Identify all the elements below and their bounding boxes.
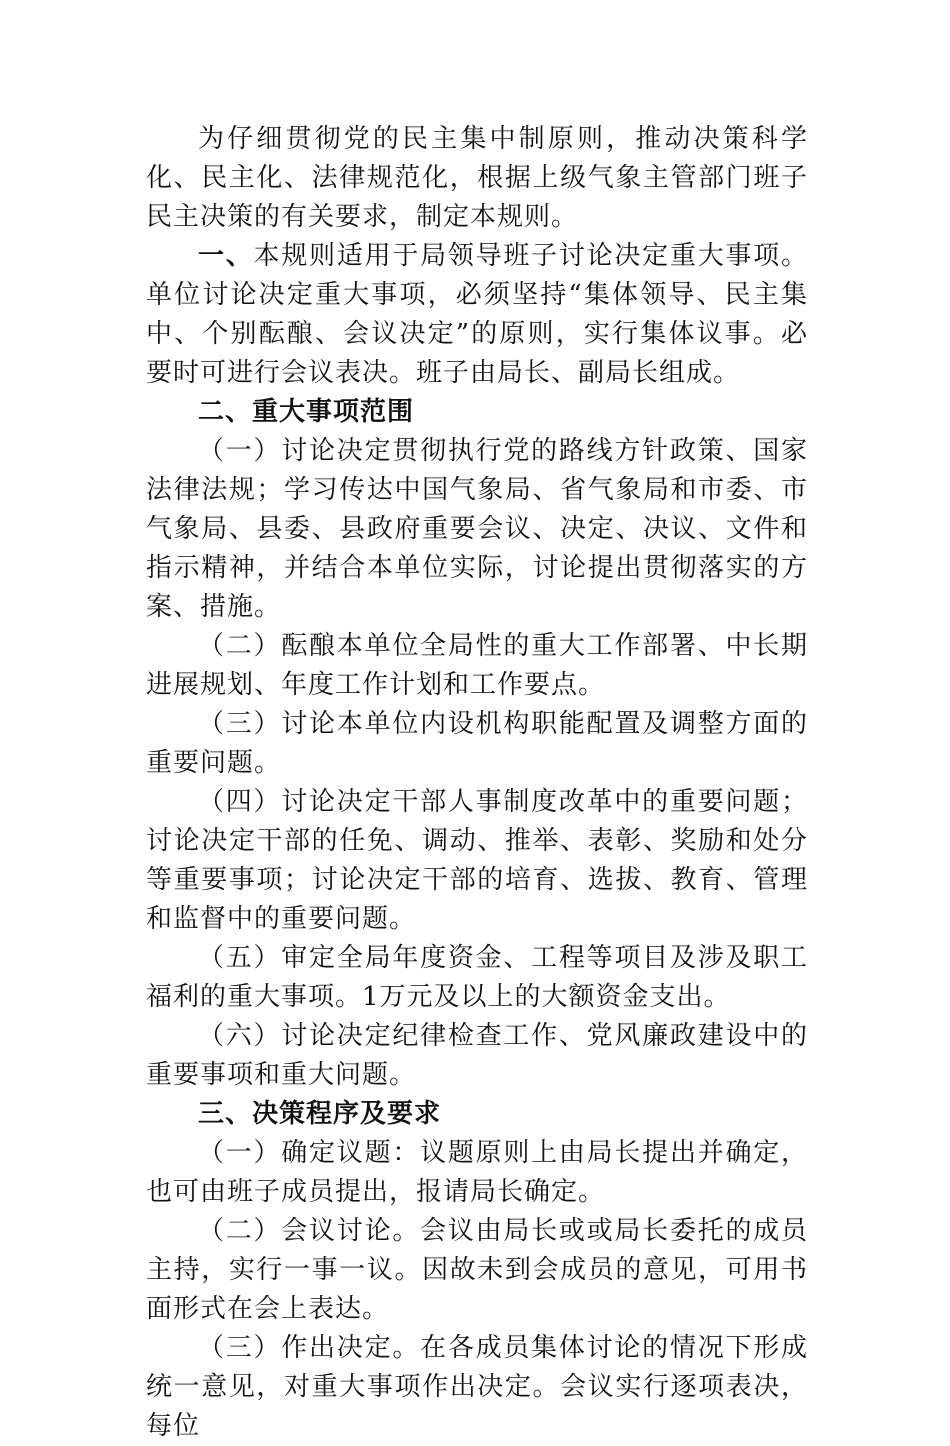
scope-item-6 [146,1017,808,1095]
scope-item-5 [146,939,808,1017]
paragraph-text: （五）审定全局年度资金、工程等项目及涉及职工福利的重大事项。1万元及以上的大额资金支出。 [146,943,808,1012]
rule-paragraph-1 [146,237,808,393]
paragraph-text: （三）讨论本单位内设机构职能配置及调整方面的重要问题。 [146,709,808,778]
procedure-item-3 [146,1329,808,1446]
section-number: 一、 [198,241,254,271]
paragraph-text: （二）酝酿本单位全局性的重大工作部署、中长期进展规划、年度工作计划和工作要点。 [146,631,808,700]
paragraph-text: （四）讨论决定干部人事制度改革中的重要问题；讨论决定干部的任免、调动、推举、表彰、奖励和处分等重要事项；讨论决定干部的培育、选拔、教育、管理和监督中的重要问题。 [146,787,808,934]
scope-item-4 [146,783,808,939]
scope-item-2 [146,627,808,705]
paragraph-text: （一）讨论决定贯彻执行党的路线方针政策、国家法律法规；学习传达中国气象局、省气象局和市委、市气象局、县委、县政府重要会议、决定、决议、文件和指示精神，并结合本单位实际，讨论提出贯彻落实的方案、措施。 [146,436,808,622]
procedure-item-2 [146,1212,808,1329]
paragraph-text: 本规则适用于局领导班子讨论决定重大事项。单位讨论决定重大事项，必须坚持“集体领导、民主集中、个别酝酿、会议决定”的原则，实行集体议事。必要时可进行会议表决。班子由局长、副局长组成。 [146,241,808,388]
scope-item-3 [146,705,808,783]
paragraph-text: 为仔细贯彻党的民主集中制原则，推动决策科学化、民主化、法律规范化，根据上级气象主管部门班子民主决策的有关要求，制定本规则。 [146,124,808,232]
paragraph-text: （六）讨论决定纪律检查工作、党风廉政建设中的重要事项和重大问题。 [146,1021,808,1090]
intro-paragraph [146,120,808,237]
paragraph-text: （一）确定议题：议题原则上由局长提出并确定，也可由班子成员提出，报请局长确定。 [146,1138,808,1207]
section-heading-scope: 二、重大事项范围 [198,397,415,427]
paragraph-text: （三）作出决定。在各成员集体讨论的情况下形成统一意见，对重大事项作出决定。会议实行逐项表决，每位 [146,1333,808,1441]
paragraph-text: （二）会议讨论。会议由局长或或局长委托的成员主持，实行一事一议。因故未到会成员的意见，可用书面形式在会上表达。 [146,1216,808,1324]
section-heading-procedure: 三、决策程序及要求 [198,1099,442,1129]
scope-item-1 [146,432,808,627]
document-body [146,120,808,1446]
procedure-item-1 [146,1134,808,1212]
